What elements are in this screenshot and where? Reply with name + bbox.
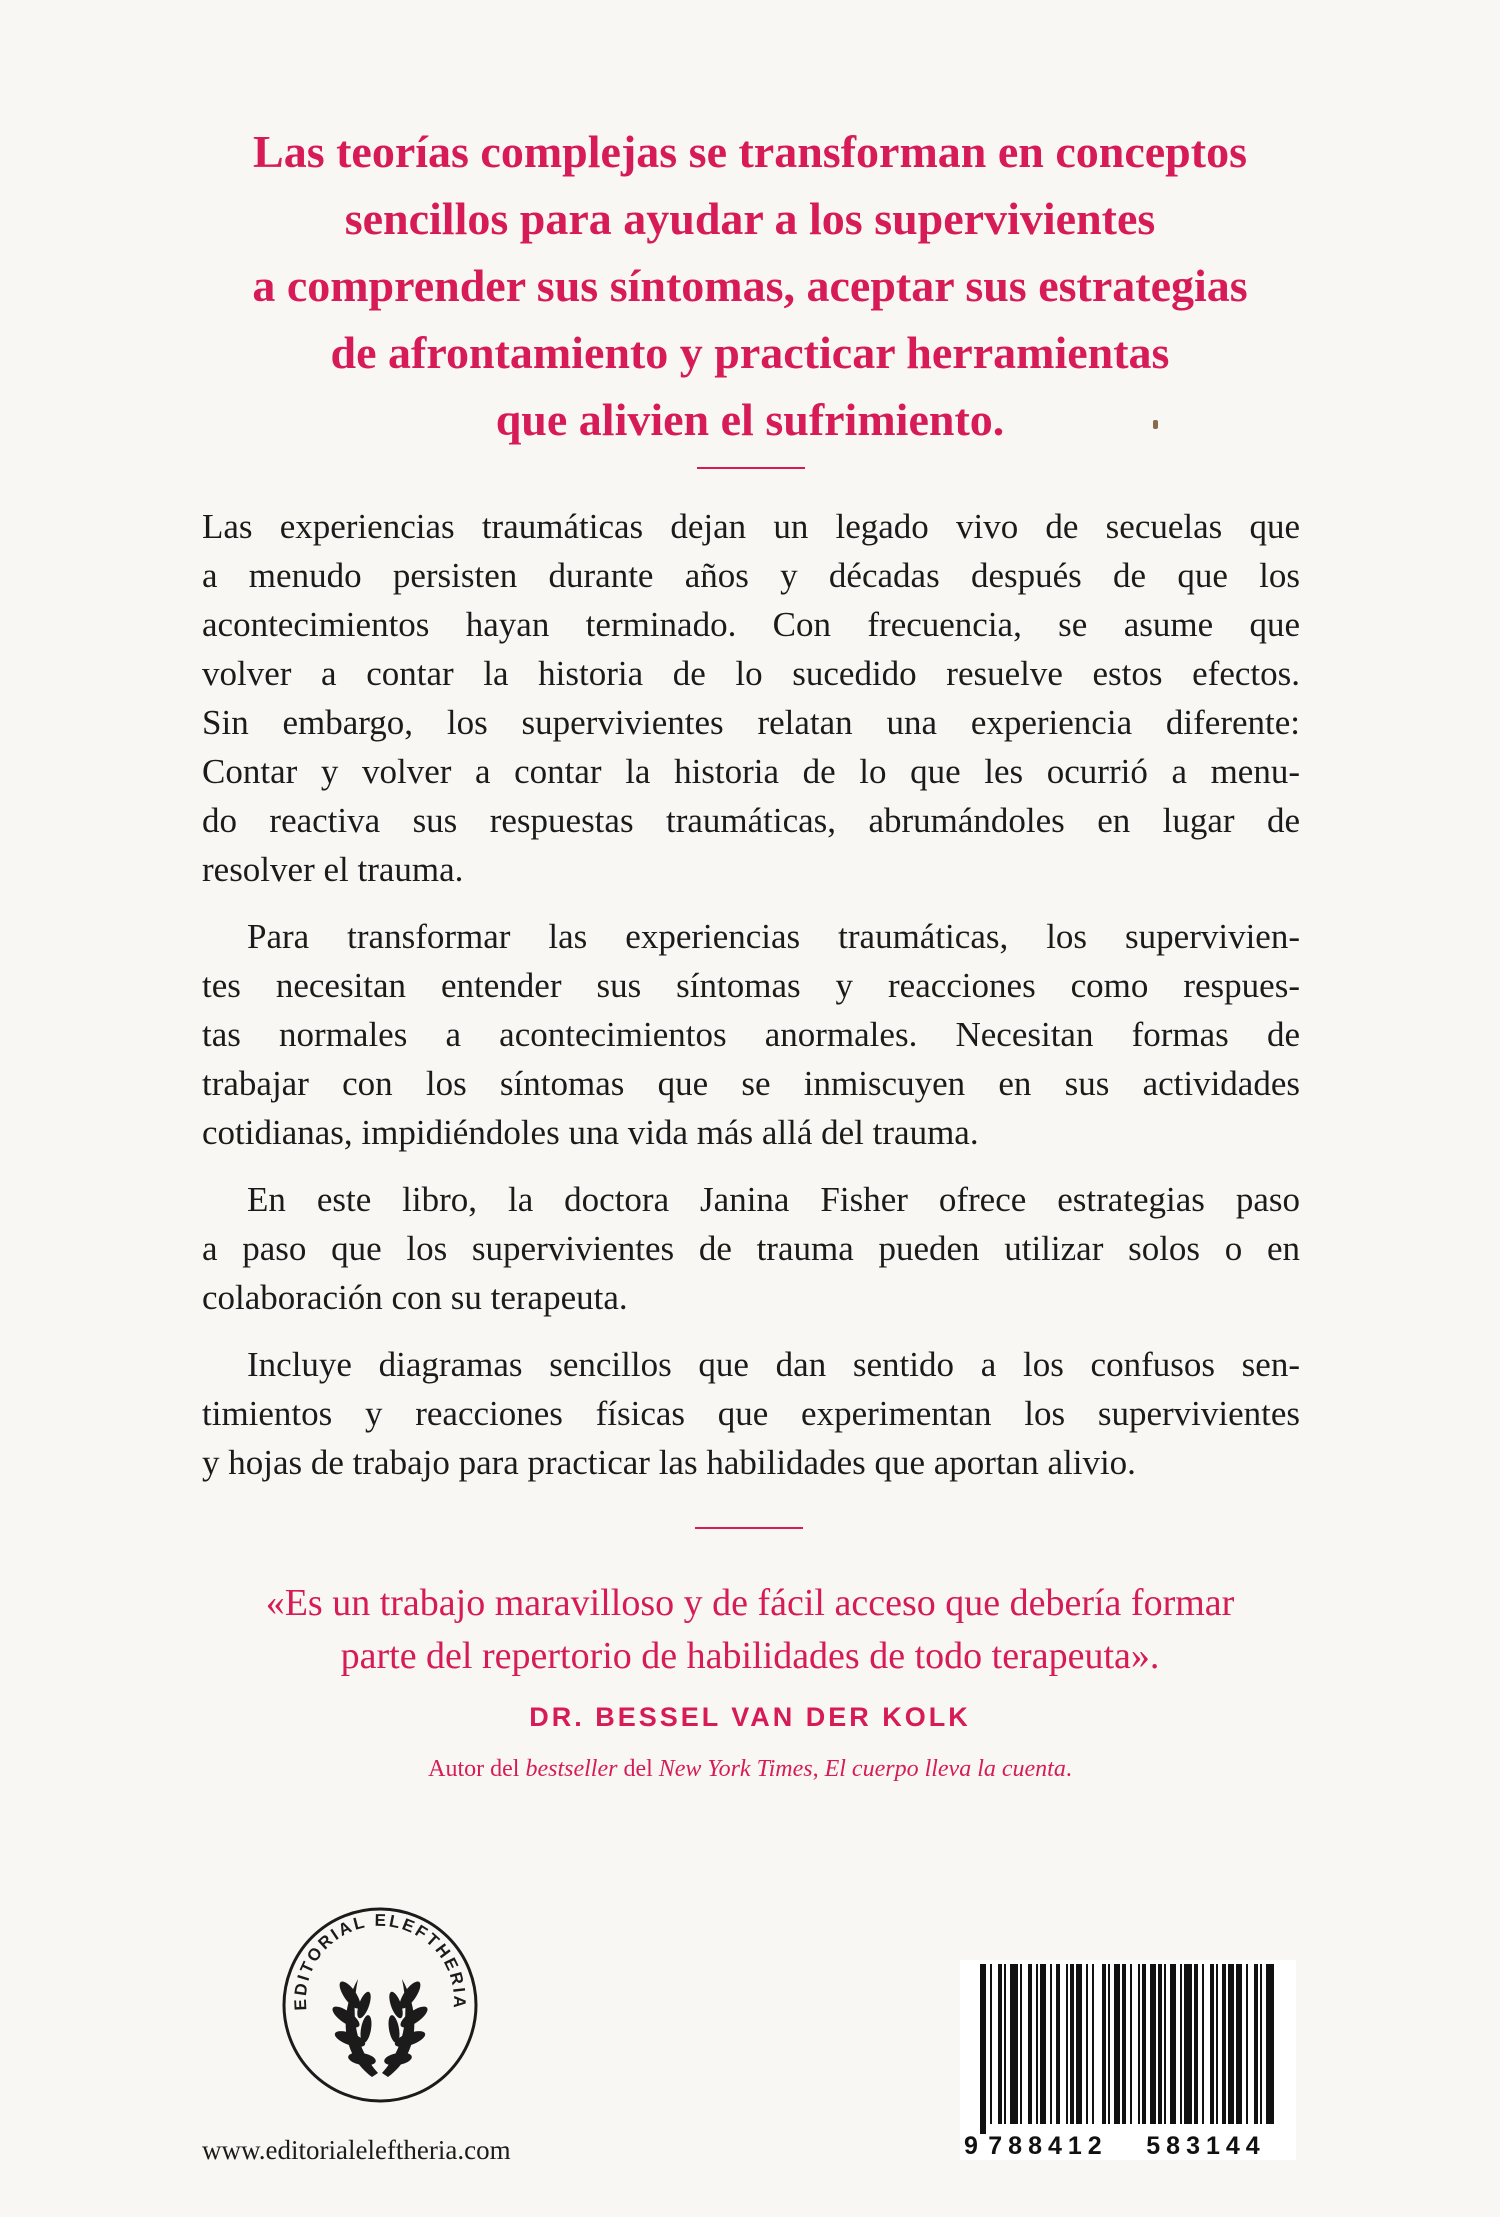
barcode-bar xyxy=(1142,1964,1146,2124)
barcode-bar xyxy=(1236,1964,1242,2124)
blurb-line: Las experiencias traumáticas dejan un legado vivo de secuelas que xyxy=(202,507,1300,546)
tagline xyxy=(150,118,1350,453)
barcode-bar xyxy=(1102,1964,1106,2124)
blurb xyxy=(202,502,1300,1505)
blurb-paragraph xyxy=(202,1340,1300,1487)
quote-line: «Es un trabajo maravilloso y de fácil acceso que debería formar xyxy=(265,1582,1235,1624)
barcode-bar xyxy=(980,1964,986,2134)
barcode-icon xyxy=(960,1960,1296,2160)
credit-prefix: Autor del xyxy=(428,1756,526,1782)
blurb-line: volver a contar la historia de lo sucedido resuelve estos efectos. xyxy=(202,654,1300,693)
blurb-line: Para transformar las experiencias traumáticas, los supervivien- xyxy=(247,917,1300,956)
blurb-line: y hojas de trabajo para practicar las habilidades que aportan alivio. xyxy=(202,1443,1136,1482)
barcode-bar xyxy=(1108,1964,1110,2124)
barcode-bar xyxy=(1040,1964,1046,2124)
barcode-bar xyxy=(1180,1964,1182,2124)
blurb-line: a paso que los supervivientes de trauma pueden utilizar solos o en xyxy=(202,1229,1300,1268)
blurb-line: tes necesitan entender sus síntomas y reacciones como respues- xyxy=(202,966,1300,1005)
barcode-bar xyxy=(1158,1964,1162,2124)
publisher-website: www.editorialeleftheria.com xyxy=(202,2135,511,2165)
tagline-line: de afrontamiento y practicar herramientas xyxy=(330,327,1170,378)
credit-newspaper: New York Times xyxy=(658,1756,813,1782)
barcode-bar xyxy=(1150,1964,1156,2124)
quote-line: parte del repertorio de habilidades de todo terapeuta». xyxy=(340,1635,1160,1677)
barcode-bar xyxy=(1130,1964,1132,2124)
barcode-bar xyxy=(1114,1964,1120,2124)
barcode-bar xyxy=(1020,1964,1022,2124)
barcode-bar xyxy=(1170,1964,1176,2124)
credit-middle: del xyxy=(617,1756,659,1782)
tagline-line: Las teorías complejas se transforman en conceptos xyxy=(253,126,1247,177)
divider xyxy=(697,467,805,469)
endorsement-quote xyxy=(150,1577,1350,1683)
barcode-bar xyxy=(1086,1964,1088,2124)
blurb-line: Contar y volver a contar la historia de lo que les ocurrió a menu- xyxy=(202,752,1300,791)
barcode-bar xyxy=(1246,1964,1248,2124)
credit-suffix: . xyxy=(1065,1756,1072,1782)
barcode-right-digits: 583144 xyxy=(1146,2132,1266,2160)
barcode-bar xyxy=(1222,1964,1226,2124)
blurb-paragraph xyxy=(202,912,1300,1157)
divider xyxy=(695,1527,803,1529)
barcode-bar xyxy=(1228,1964,1234,2124)
blurb-line: resolver el trauma. xyxy=(202,850,464,889)
blurb-line: En este libro, la doctora Janina Fisher ofrece estrategias paso xyxy=(247,1180,1300,1219)
blurb-paragraph xyxy=(202,1175,1300,1322)
blurb-line: Sin embargo, los supervivientes relatan una experiencia diferente: xyxy=(202,703,1300,742)
credit-separator: , xyxy=(812,1756,825,1782)
print-speck xyxy=(1153,420,1158,429)
author-credit xyxy=(150,1756,1350,1783)
barcode-bar xyxy=(1010,1964,1018,2124)
barcode-bar xyxy=(998,1964,1002,2124)
barcode-left-digits: 788412 xyxy=(988,2132,1108,2160)
blurb-line: acontecimientos hayan terminado. Con frecuencia, se asume que xyxy=(202,605,1300,644)
barcode-bar xyxy=(1254,1964,1258,2124)
blurb-line: cotidianas, impidiéndoles una vida más allá del trauma. xyxy=(202,1113,979,1152)
barcode-first-digit: 9 xyxy=(964,2132,978,2160)
barcode-bar xyxy=(1036,1964,1038,2124)
blurb-line: colaboración con su terapeuta. xyxy=(202,1278,628,1317)
barcode-bar xyxy=(1056,1964,1060,2124)
blurb-line: do reactiva sus respuestas traumáticas, abrumándoles en lugar de xyxy=(202,801,1300,840)
barcode-bar xyxy=(1216,1964,1218,2124)
blurb-line: tas normales a acontecimientos anormales. Necesitan formas de xyxy=(202,1015,1300,1054)
tagline-line: sencillos para ayudar a los supervivientes xyxy=(344,193,1156,244)
barcode-bar xyxy=(1028,1964,1032,2124)
laurel-wreath-icon xyxy=(280,1905,480,2105)
isbn-barcode xyxy=(960,1960,1296,2160)
blurb-line: Incluye diagramas sencillos que dan sentido a los confusos sen- xyxy=(247,1345,1300,1384)
barcode-bar xyxy=(1122,1964,1126,2124)
blurb-line: trabajar con los síntomas que se inmiscuyen en sus actividades xyxy=(202,1064,1300,1103)
barcode-bar xyxy=(1004,1964,1006,2124)
barcode-bar xyxy=(1066,1964,1068,2124)
barcode-bar xyxy=(1260,1964,1262,2124)
barcode-bar xyxy=(1050,1964,1052,2124)
barcode-bar xyxy=(1070,1964,1074,2124)
blurb-line: a menudo persisten durante años y décadas después de que los xyxy=(202,556,1300,595)
barcode-bar xyxy=(1184,1964,1192,2124)
tagline-line: a comprender sus síntomas, aceptar sus estrategias xyxy=(252,260,1248,311)
blurb-line: timientos y reacciones físicas que experimentan los supervivientes xyxy=(202,1394,1300,1433)
barcode-bar xyxy=(1202,1964,1204,2124)
barcode-bar xyxy=(990,1964,992,2124)
barcode-bar xyxy=(1164,1964,1166,2124)
barcode-bar xyxy=(1138,1964,1140,2124)
blurb-paragraph xyxy=(202,502,1300,894)
logo-text: EDITORIAL ELEFTHERIA xyxy=(290,1910,470,2011)
credit-book-title: El cuerpo lleva la cuenta xyxy=(824,1756,1066,1782)
barcode-bar xyxy=(1266,1964,1274,2124)
barcode-bar xyxy=(1092,1964,1094,2124)
barcode-bar xyxy=(1194,1964,1198,2124)
endorsement-author: DR. BESSEL VAN DER KOLK xyxy=(529,1702,971,1732)
svg-text:EDITORIAL ELEFTHERIA xyxy=(291,1911,469,2011)
barcode-bar xyxy=(1210,1964,1214,2124)
tagline-line: que alivien el sufrimiento. xyxy=(495,394,1005,445)
publisher-logo xyxy=(280,1905,480,2105)
credit-bestseller: bestseller xyxy=(525,1756,618,1782)
barcode-bar xyxy=(1076,1964,1082,2124)
